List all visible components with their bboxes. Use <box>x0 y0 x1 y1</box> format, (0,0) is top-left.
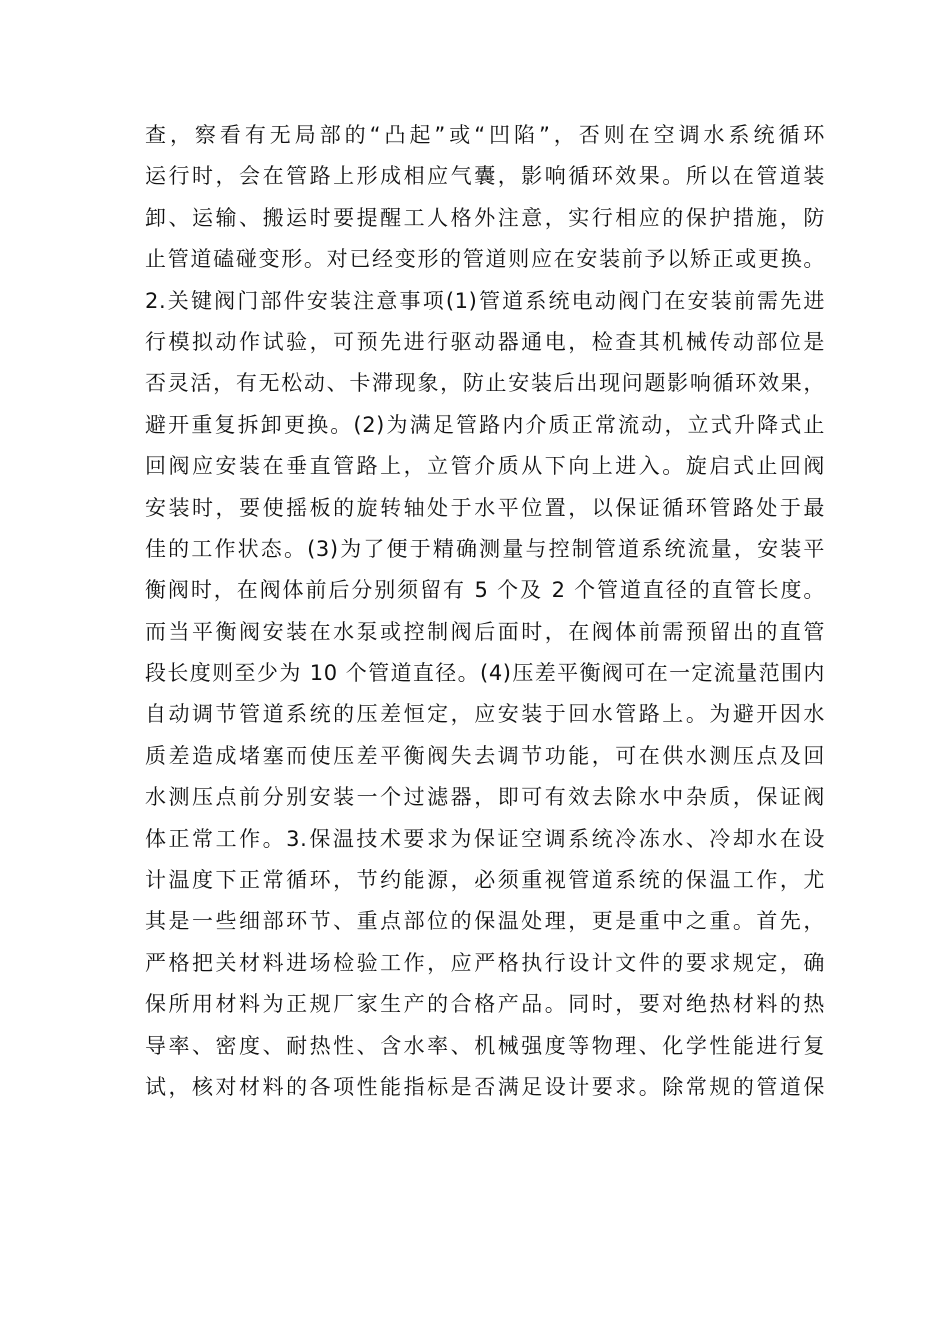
text-line: 计温度下正常循环，节约能源，必须重视管道系统的保温工作，尤 <box>145 868 825 893</box>
text-line: 段长度则至少为 10 个管道直径。(4)压差平衡阀可在一定流量范围内 <box>145 661 825 686</box>
text-line: 衡阀时，在阀体前后分别须留有 5 个及 2 个管道直径的直管长度。 <box>145 578 825 603</box>
text-line: 回阀应安装在垂直管路上，立管介质从下向上进入。旋启式止回阀 <box>145 454 825 479</box>
text-line: 安装时，要使摇板的旋转轴处于水平位置，以保证循环管路处于最 <box>145 495 825 520</box>
text-line: 导率、密度、耐热性、含水率、机械强度等物理、化学性能进行复 <box>145 1033 825 1058</box>
text-line: 否灵活，有无松动、卡滞现象，防止安装后出现问题影响循环效果， <box>145 371 825 396</box>
text-line: 卸、运输、搬运时要提醒工人格外注意，实行相应的保护措施，防 <box>145 205 825 230</box>
body-text <box>145 115 825 1108</box>
text-line: 运行时，会在管路上形成相应气囊，影响循环效果。所以在管道装 <box>145 164 825 189</box>
text-line: 严格把关材料进场检验工作，应严格执行设计文件的要求规定，确 <box>145 950 825 975</box>
text-line: 自动调节管道系统的压差恒定，应安装于回水管路上。为避开因水 <box>145 702 825 727</box>
text-line: 2.关键阀门部件安装注意事项(1)管道系统电动阀门在安装前需先进 <box>145 288 825 313</box>
text-line: 避开重复拆卸更换。(2)为满足管路内介质正常流动，立式升降式止 <box>145 412 825 437</box>
text-line: 行模拟动作试验，可预先进行驱动器通电，检查其机械传动部位是 <box>145 329 825 354</box>
text-line: 水测压点前分别安装一个过滤器，即可有效去除水中杂质，保证阀 <box>145 785 825 810</box>
text-line: 体正常工作。3.保温技术要求为保证空调系统冷冻水、冷却水在设 <box>145 826 825 851</box>
text-line: 质差造成堵塞而使压差平衡阀失去调节功能，可在供水测压点及回 <box>145 743 825 768</box>
text-line: 试，核对材料的各项性能指标是否满足设计要求。除常规的管道保 <box>145 1074 825 1099</box>
text-line: 佳的工作状态。(3)为了便于精确测量与控制管道系统流量，安装平 <box>145 536 825 561</box>
text-line: 查，察看有无局部的“凸起”或“凹陷”，否则在空调水系统循环 <box>145 123 825 147</box>
text-line: 保所用材料为正规厂家生产的合格产品。同时，要对绝热材料的热 <box>145 992 825 1017</box>
text-line: 止管道磕碰变形。对已经变形的管道则应在安装前予以矫正或更换。 <box>145 247 825 272</box>
text-line: 其是一些细部环节、重点部位的保温处理，更是重中之重。首先， <box>145 909 825 934</box>
text-line: 而当平衡阀安装在水泵或控制阀后面时，在阀体前需预留出的直管 <box>145 619 825 644</box>
